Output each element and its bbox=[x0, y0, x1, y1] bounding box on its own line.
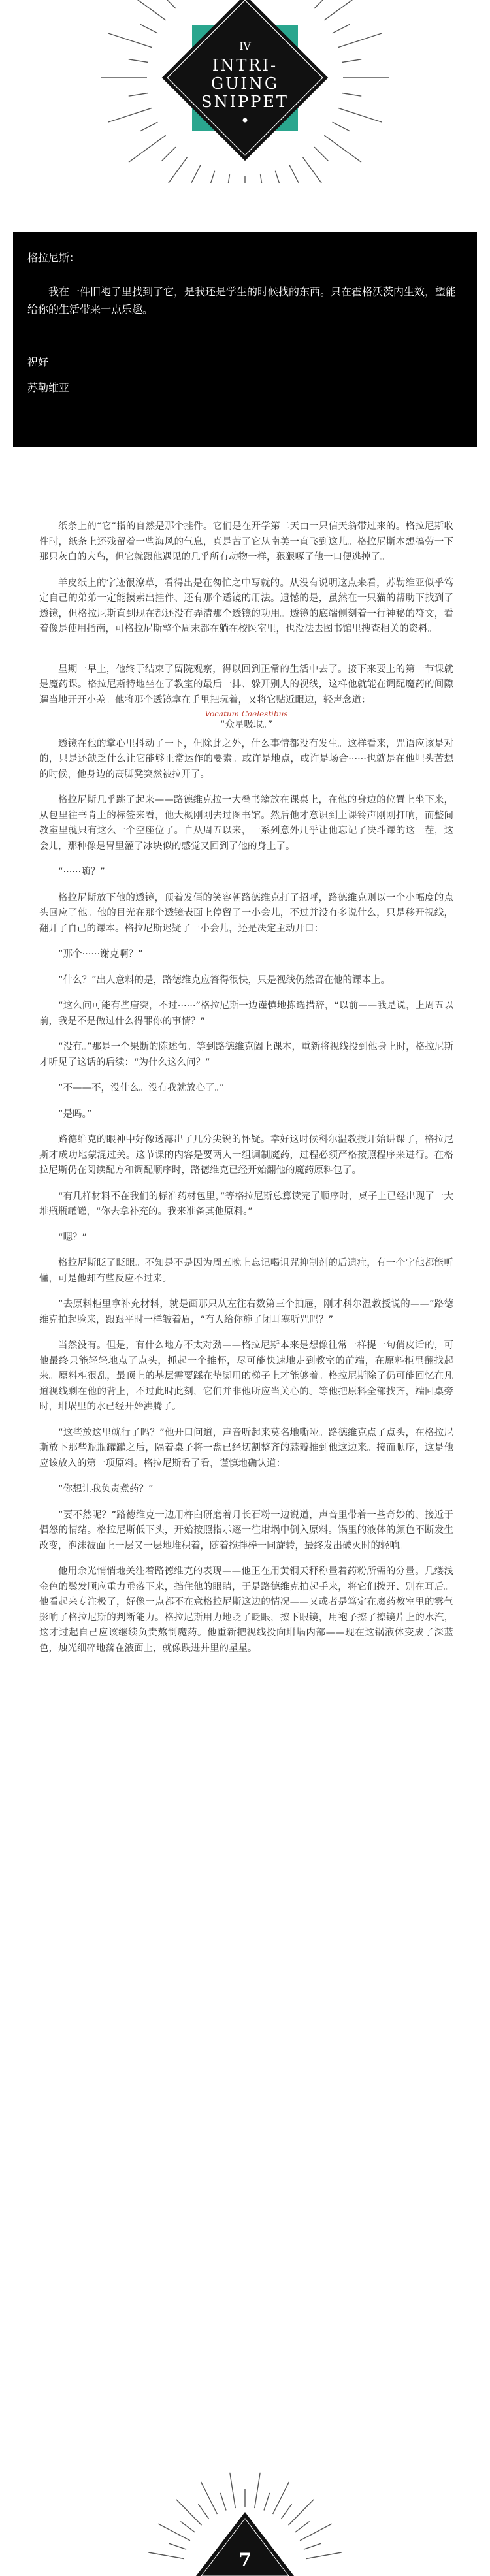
sunburst-ray bbox=[129, 59, 148, 63]
badge-line-2: GUING bbox=[210, 74, 280, 93]
sunburst-ray bbox=[304, 2543, 321, 2549]
footer-page-badge bbox=[0, 2471, 490, 2576]
sunburst-ray bbox=[324, 135, 361, 162]
sunburst-ray bbox=[302, 157, 329, 183]
story-paragraph: 格拉尼斯几乎跳了起来——路德维克拉一大叠书籍放在课桌上，在他的身边的位置上坐下来，从包里往书肯上的标签来看，他大概刚刚去过图书馆。然后他才意识到上课铃声刚刚打响，而整间教室里就只有这么一个空座位了。自从周五以来，一系列意外几乎让他忘记了决斗课的这一茬，这会儿，那种像是胃里灌了冰块似的感觉又回到了他的身上了。 bbox=[39, 795, 453, 852]
story-body bbox=[39, 519, 453, 1667]
sunburst-ray bbox=[342, 59, 361, 63]
sunburst-ray bbox=[333, 122, 350, 131]
sunburst-ray bbox=[273, 2482, 289, 2514]
sunburst-ray bbox=[338, 33, 382, 48]
sunburst-ray bbox=[140, 24, 157, 33]
sunburst-ray bbox=[108, 108, 152, 122]
badge-issue: IV bbox=[239, 40, 251, 52]
sunburst-ray bbox=[295, 2522, 310, 2533]
story-paragraph: “什么？”出人意料的是，路德维克应答得很快，只是视线仍然留在他的课本上。 bbox=[58, 974, 391, 986]
story-paragraph: 星期一早上，他终于结束了留院观察，得以回到正常的生活中去了。接下来要上的第一节课就是魔药课。格拉尼斯特地坐在了教室的最后一排、躲开别人的视线，这样他就能在调配魔药的间隙遛当地开开小差。他将那个透镜拿在手里把玩着，又将它贴近眼边，轻声念道： bbox=[39, 664, 453, 705]
story-paragraph: “这么问可能有些唐突，不过······”格拉尼斯一边谨慎地拣选措辞，“以前——我是说，上周五以前，我是不是做过什么得罪你的事情？” bbox=[39, 1001, 453, 1027]
sunburst-ray bbox=[140, 122, 157, 131]
sunburst-ray bbox=[191, 165, 201, 183]
sunburst-ray bbox=[227, 174, 230, 183]
badge-line-1: INTRI- bbox=[212, 56, 278, 74]
incantation bbox=[39, 709, 453, 732]
sunburst-ray bbox=[161, 147, 176, 161]
letter-note bbox=[13, 232, 477, 447]
letter-closing: 祝好 bbox=[27, 356, 49, 368]
story-paragraph: “有几样材料不在我们的标准药材包里，”等格拉尼斯总算读完了顺序时，桌子上已经出现了一大堆瓶瓶罐罐，“你去拿补充的。我来准备其他原料。” bbox=[39, 1191, 453, 1217]
sunburst-ray bbox=[169, 2543, 187, 2549]
sunburst-ray bbox=[333, 24, 350, 33]
sunburst-ray bbox=[161, 0, 176, 8]
story-paragraph: “不——不，没什么。没有我就放心了。” bbox=[58, 1083, 225, 1094]
sunburst-ray bbox=[289, 165, 299, 183]
sunburst-ray bbox=[199, 2504, 209, 2519]
story-paragraph: “要不然呢？”路德维克一边用杵臼研磨着月长石粉一边说道，声音里带着一些奇妙的、接近于倡怒的情绪。格拉尼斯低下头，开始按照指示逐一往坩埚中倒入原料。锅里的液体的颜色不断发生改变，泡沫被面上一层又一层地堆积着，随着搅拌棒一同旋转，最终发出破灭时的轻响。 bbox=[39, 1509, 453, 1551]
letter-body: 我在一件旧袍子里找到了它，是我还是学生的时候找的东西。只在霍格沃茨内生效，望能给你的生活带来一点乐趣。 bbox=[27, 285, 457, 315]
sunburst-ray bbox=[129, 0, 166, 20]
sunburst-ray bbox=[342, 93, 361, 97]
sunburst-ray bbox=[289, 2500, 314, 2525]
story-paragraph: “这些放这里就行了吗？”他开口问道，声音听起来莫名地嘶哑。路德维克点了点头，在格拉尼斯放下那些瓶瓶罐罐之后，隔着桌子将一盘已经切割整齐的蒜瓣推到他这边来。接而顺序，这是他应该放入的第一项原料。格拉尼斯看了看，谨慎地确认道： bbox=[39, 1427, 453, 1469]
sunburst-ray bbox=[314, 0, 329, 8]
sunburst-ray bbox=[148, 2552, 184, 2559]
page-number: 7 bbox=[238, 2549, 252, 2571]
sunburst-ray bbox=[158, 2524, 190, 2541]
story-paragraph: 纸条上的“它”指的自然是那个挂件。它们是在开学第二天由一只信天翁带过来的。格拉尼斯收件时，纸条上还残留着一些海风的气息，真是苦了它从南美一直飞到这儿。格拉尼斯本想犒劳一下那只灰白的大鸟，但它就跟他遇见的几乎所有动物一样，狠狠啄了他一口便逃掉了。 bbox=[39, 521, 453, 562]
story-paragraph: “那个······谢克啊？” bbox=[58, 949, 143, 960]
sunburst-ray bbox=[201, 2482, 218, 2514]
story-paragraph: “去原料柜里拿补充材料，就是画那只从左往右数第三个抽屉，刚才科尔温教授说的——”路德维克拍起脸来，跟跟平时一样皱着眉，“有人给你施了闭耳塞听咒吗？” bbox=[39, 1299, 453, 1325]
story-paragraph: 格拉尼斯眨了眨眼。不知是不是因为周五晚上忘记喝诅咒抑制剂的后遗症，有一个字他都能听懂，可是他却有些反应不过来。 bbox=[39, 1258, 453, 1284]
sunburst-ray bbox=[306, 2552, 342, 2559]
letter-salutation: 格拉尼斯： bbox=[27, 251, 80, 264]
story-paragraph: 当然没有。但是，有什么地方不太对劲——格拉尼斯本来是想像往常一样提一句俏皮话的，可他最终只能轻轻地点了点头，抓起一个推杯，尽可能快速地走到教室的前端，在原料柜里翻找起来。原料柜很乱，最顶上的基层需要踩在垫脚用的梯子上才能够着。格拉尼斯除了仍可能回忆在凡道视线剩在他的背上，不过此时此刻，它们并非他所应当关心的。等他把原料全部找齐，端回桌旁时，坩埚里的水已经开始沸腾了。 bbox=[39, 1340, 453, 1413]
sunburst-ray bbox=[338, 108, 382, 122]
sunburst-ray bbox=[300, 2524, 332, 2541]
header-badge-art bbox=[0, 0, 490, 183]
sunburst-ray bbox=[220, 2493, 226, 2511]
story-paragraph: “嗯？” bbox=[58, 1232, 88, 1243]
sunburst-ray bbox=[176, 2500, 202, 2525]
sunburst-ray bbox=[129, 135, 166, 162]
badge-line-3: SNIPPET bbox=[201, 93, 289, 111]
sunburst-ray bbox=[261, 174, 264, 183]
letter-signature: 苏勒维亚 bbox=[27, 381, 70, 394]
sunburst-ray bbox=[108, 33, 152, 48]
sunburst-ray bbox=[324, 0, 361, 20]
story-paragraph: 路德维克的眼神中好像透露出了几分尖锐的怀疑。幸好这时候科尔温教授开始讲课了，格拉尼斯才成功地蒙混过关。这节课的内容是要两人一组调制魔药，过程必须严格按照程序来进行。在格拉尼斯仍在阅读配方和调配顺序时，路德维克已经开始翻他的魔药原料包了。 bbox=[39, 1135, 453, 1176]
story-paragraph: “······嗨？” bbox=[58, 867, 105, 878]
story-paragraph: 透镜在他的掌心里抖动了一下，但除此之外，什么事情都没有发生。这样看来，咒语应该是对的，只是还缺乏什么让它能够正常运作的要素。或许是地点，或许是场合······也就是在他埋头苦想的时候，他身边的高脚凳突然被拉开了。 bbox=[39, 738, 453, 780]
story-paragraph: 羊皮纸上的字迹很潦草，看得出是在匆忙之中写就的。从没有说明这点来看，苏勒维亚似乎笃定自己的弟弟一定能摸索出挂件、还有那个透镜的用法。遗憾的是，虽然在一只猫的帮助下找到了透镜，但格拉尼斯直到现在都还没有弄清那个透镜的功用。透镜的底端侧刻着一行神秘的符文，看着像是使用指南，可格拉尼斯整个周末都在躺在校医室里，也没法去图书馆里搜查相关的资料。 bbox=[39, 577, 453, 634]
sunburst-ray bbox=[264, 2493, 270, 2511]
sunburst-ray bbox=[129, 93, 148, 97]
incantation-chinese: “众星吸取。” bbox=[220, 720, 273, 731]
story-paragraph: “是吗。” bbox=[58, 1108, 92, 1119]
sunburst-ray bbox=[201, 171, 215, 183]
sunburst-ray bbox=[314, 147, 329, 161]
badge-dot bbox=[243, 118, 248, 123]
sunburst-ray bbox=[161, 157, 188, 183]
sunburst-ray bbox=[180, 2522, 195, 2533]
story-paragraph: “你想让我负责煮药？” bbox=[58, 1484, 154, 1495]
story-paragraph: 格拉尼斯放下他的透镜，顶着发僵的笑容朝路德维克打了招呼，路德维克则以一个小幅度的点头回应了他。他的目光在那个透镜表面上停留了一小会儿，不过并没有多说什么，只是移开视线，翻开了自己的课本。格拉尼斯迟疑了一小会儿，还是决定主动开口： bbox=[39, 892, 453, 934]
sunburst-ray bbox=[230, 2473, 236, 2508]
story-paragraph: “没有。”那是一个果断的陈述句。等到路德维克阖上课本，重新将视线投到他身上时，格拉尼斯才听见了这话的后续：“为什么这么问？” bbox=[39, 1042, 453, 1068]
incantation-latin: Vocatum Caelestibus bbox=[204, 709, 288, 718]
sunburst-ray bbox=[281, 2504, 291, 2519]
sunburst-ray bbox=[255, 2473, 261, 2508]
story-paragraph: 他用余光悄悄地关注着路德维克的表现——他正在用黄铜天秤称量着药粉所需的分量。几缕浅金色的鬓发顺应重力垂落下来，挡住他的眼睛，于是路德维克拍起手来，将它们拨开、别在耳后。他看起来专注极了，好像一点都不在意格拉尼斯这边的情况——又或者是笃定在魔药教室里的雾气影响了格拉尼斯的判断能力。格拉尼斯用力地眨了眨眼，擦下眼镜，用袍子擦了擦镜片上的水汽，这才过起自己应该继续负责熬制魔药。他重新把视线投向坩埚内部——现在这锅液体变成了深蓝色，烛光细碎地落在液面上，就像跌进并里的星星。 bbox=[39, 1566, 453, 1654]
sunburst-ray bbox=[275, 171, 289, 183]
